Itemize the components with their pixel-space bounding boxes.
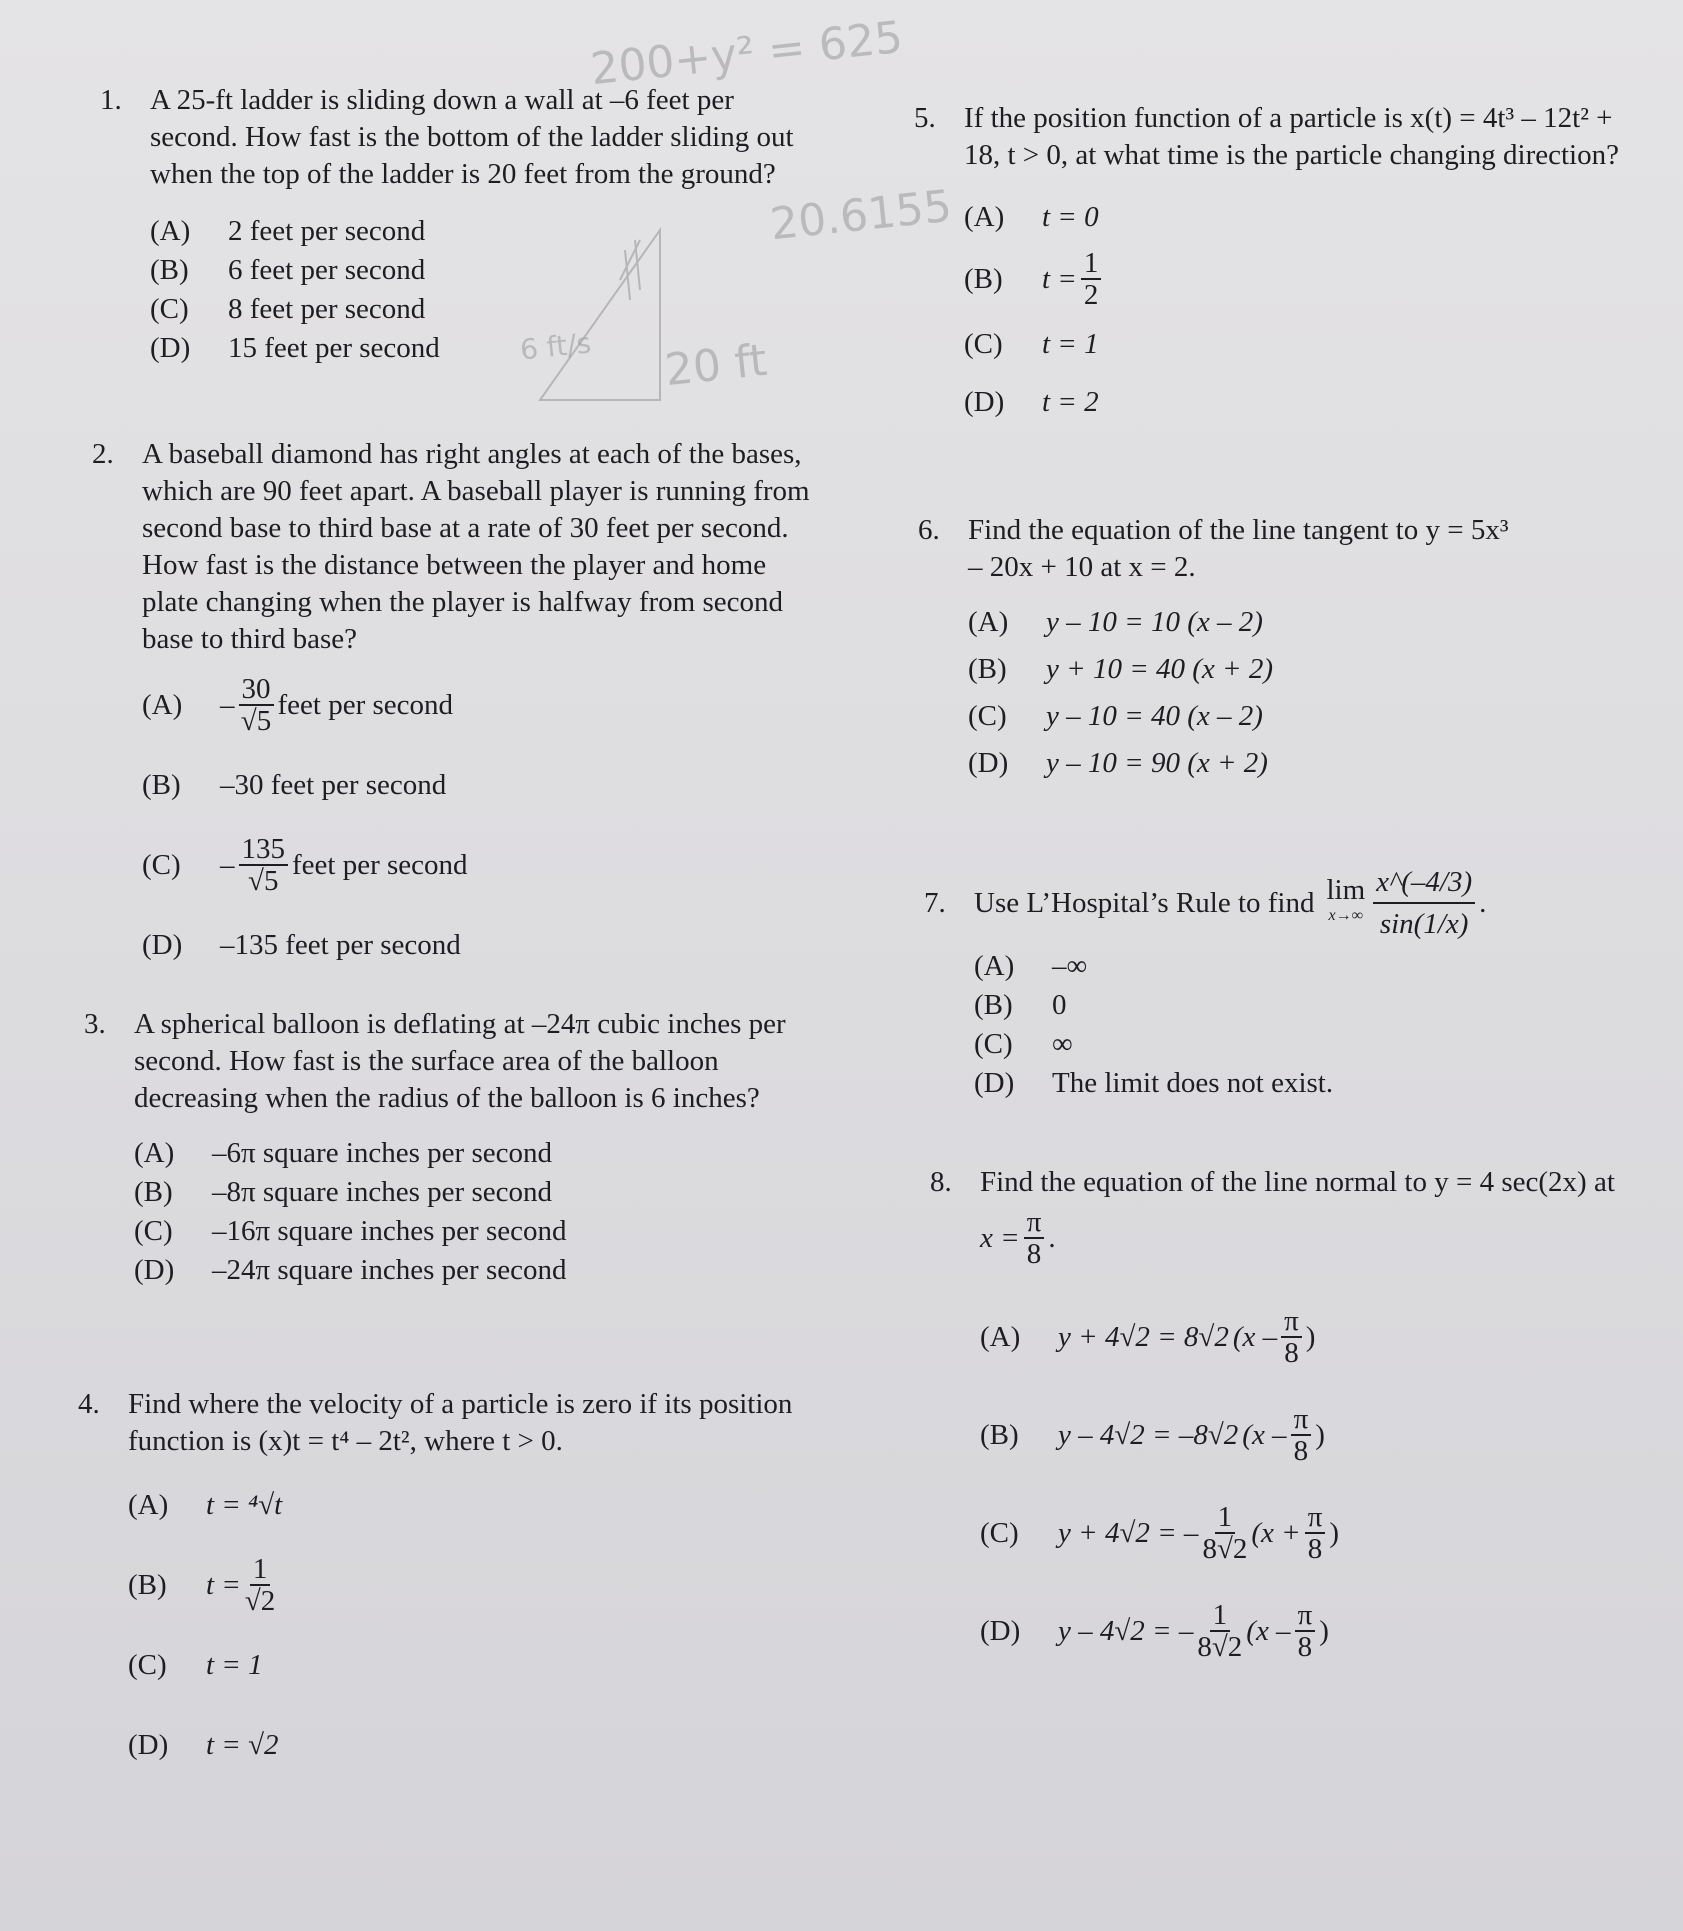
option-c: (C) – $\frac{135}{√5}$ feet per second [142, 833, 468, 897]
question-7: 7. Use L’Hospital’s Rule to find lim x→∞ $\frac{x\^{}(-4/3)}{\sin(1/x)}$ . (A) –∞ (B) 0 (C) ∞ (D) The limit does not exist. [924, 862, 1486, 1104]
option-a: (A) y – 10 = 10 (x – 2) [968, 606, 1263, 638]
option-d: (D) t = 2 [964, 385, 1099, 418]
option-c: (C) y – 10 = 40 (x – 2) [968, 700, 1263, 732]
question-number: 2. [92, 438, 114, 470]
option-c: (C) t = 1 [128, 1648, 263, 1681]
option-a: (A) t = 0 [964, 200, 1099, 233]
option-b: (B) y + 10 = 40 (x + 2) [968, 653, 1274, 685]
question-number: 7. [924, 886, 946, 919]
option-c: (C) ∞ [974, 1028, 1073, 1060]
question-2 [92, 436, 822, 988]
option-b: (B) y – 4√2 = –8√2 (x – $\frac{\pi}{8}$ ) [980, 1403, 1325, 1467]
pencil-note-decimal: 20.6155 [767, 180, 955, 251]
question-number: 6. [918, 514, 940, 546]
option-d: (D) 15 feet per second [150, 332, 440, 364]
question-text: Find the equation of the line tangent to y = 5x³ – 20x + 10 at x = 2. [968, 514, 1509, 583]
limit-operator: lim x→∞ [1326, 874, 1366, 924]
option-c: (C) y + 4√2 = – $\frac{1}{8√2}$ (x + $\frac{\pi}{8}$ ) [980, 1501, 1340, 1565]
option-d: (D) The limit does not exist. [974, 1067, 1334, 1099]
option-b: (B) 0 [974, 989, 1067, 1021]
question-text: Use L’Hospital’s Rule to find [974, 886, 1315, 919]
question-number: 1. [100, 84, 122, 116]
option-b: (B) 6 feet per second [150, 254, 426, 286]
option-a: (A) t = ⁴√t [128, 1488, 283, 1521]
option-a: (A) y + 4√2 = 8√2 (x – $\frac{\pi}{8}$ ) [980, 1305, 1316, 1369]
question-text: Find where the velocity of a particle is zero if its position function is (x)t = t⁴ – 2t², where t > 0. [128, 1388, 793, 1457]
option-b: (B) t = $\frac{1}{2}$ [964, 244, 1624, 314]
option-b: (B) –8π square inches per second [134, 1176, 552, 1208]
question-text: A 25-ft ladder is sliding down a wall at –6 feet per second. How fast is the bottom of the ladder sliding out when the top of the ladder is 20 feet from the ground? [150, 84, 794, 190]
question-6 [918, 512, 1528, 788]
question-number: 3. [84, 1008, 106, 1040]
question-text: Find the equation of the line normal to y = 4 sec(2x) at [980, 1166, 1615, 1198]
option-d: (D) t = √2 [128, 1728, 279, 1761]
question-text: A baseball diamond has right angles at each of the bases, which are 90 feet apart. A baseball player is running from second base to third base at a rate of 30 feet per second. How fast is the distance between the player and home plate changing when the player is halfway from second base to third base? [142, 438, 810, 655]
option-d: (D) –24π square inches per second [134, 1254, 567, 1286]
question-5 [914, 100, 1624, 432]
question-1 [100, 82, 820, 369]
pencil-note-rate: 6 ft/s [518, 326, 593, 367]
limit-expression: $\frac{x\^{}(-4/3)}{\sin(1/x)}$ [1373, 862, 1475, 944]
pencil-note-height: 20 ft [662, 334, 770, 397]
normal-point: x = $\frac{\pi}{8}$ . [980, 1206, 1056, 1270]
option-a: (A) 2 feet per second [150, 215, 426, 247]
option-c: (C) t = 1 [964, 327, 1099, 360]
question-3 [84, 1006, 834, 1291]
pencil-note-equation: 200+y² = 625 [588, 11, 906, 96]
option-c: (C) 8 feet per second [150, 293, 426, 325]
option-d: (D) –135 feet per second [142, 928, 461, 961]
option-a: (A) – $\frac{30}{√5}$ feet per second [142, 673, 454, 737]
option-b: (B) –30 feet per second [142, 768, 447, 801]
option-c: (C) –16π square inches per second [134, 1215, 567, 1247]
option-d: (D) y – 10 = 90 (x + 2) [968, 747, 1268, 779]
option-a: (A) –∞ [974, 950, 1088, 982]
question-number: 5. [914, 102, 936, 134]
option-d: (D) y – 4√2 = – $\frac{1}{8√2}$ (x – $\frac{\pi}{8}$ ) [980, 1599, 1329, 1663]
option-a: (A) –6π square inches per second [134, 1137, 552, 1169]
question-text: If the position function of a particle is x(t) = 4t³ – 12t² + 18, t > 0, at what time is the particle changing direction? [964, 102, 1619, 171]
question-8 [930, 1164, 1680, 1681]
question-text: A spherical balloon is deflating at –24π cubic inches per second. How fast is the surface area of the balloon decreasing when the radius of the balloon is 6 inches? [134, 1008, 786, 1114]
question-number: 4. [78, 1388, 100, 1420]
question-number: 8. [930, 1166, 952, 1198]
question-4 [78, 1386, 828, 1788]
option-b: (B) t = $\frac{1}{√2}$ [128, 1553, 276, 1617]
